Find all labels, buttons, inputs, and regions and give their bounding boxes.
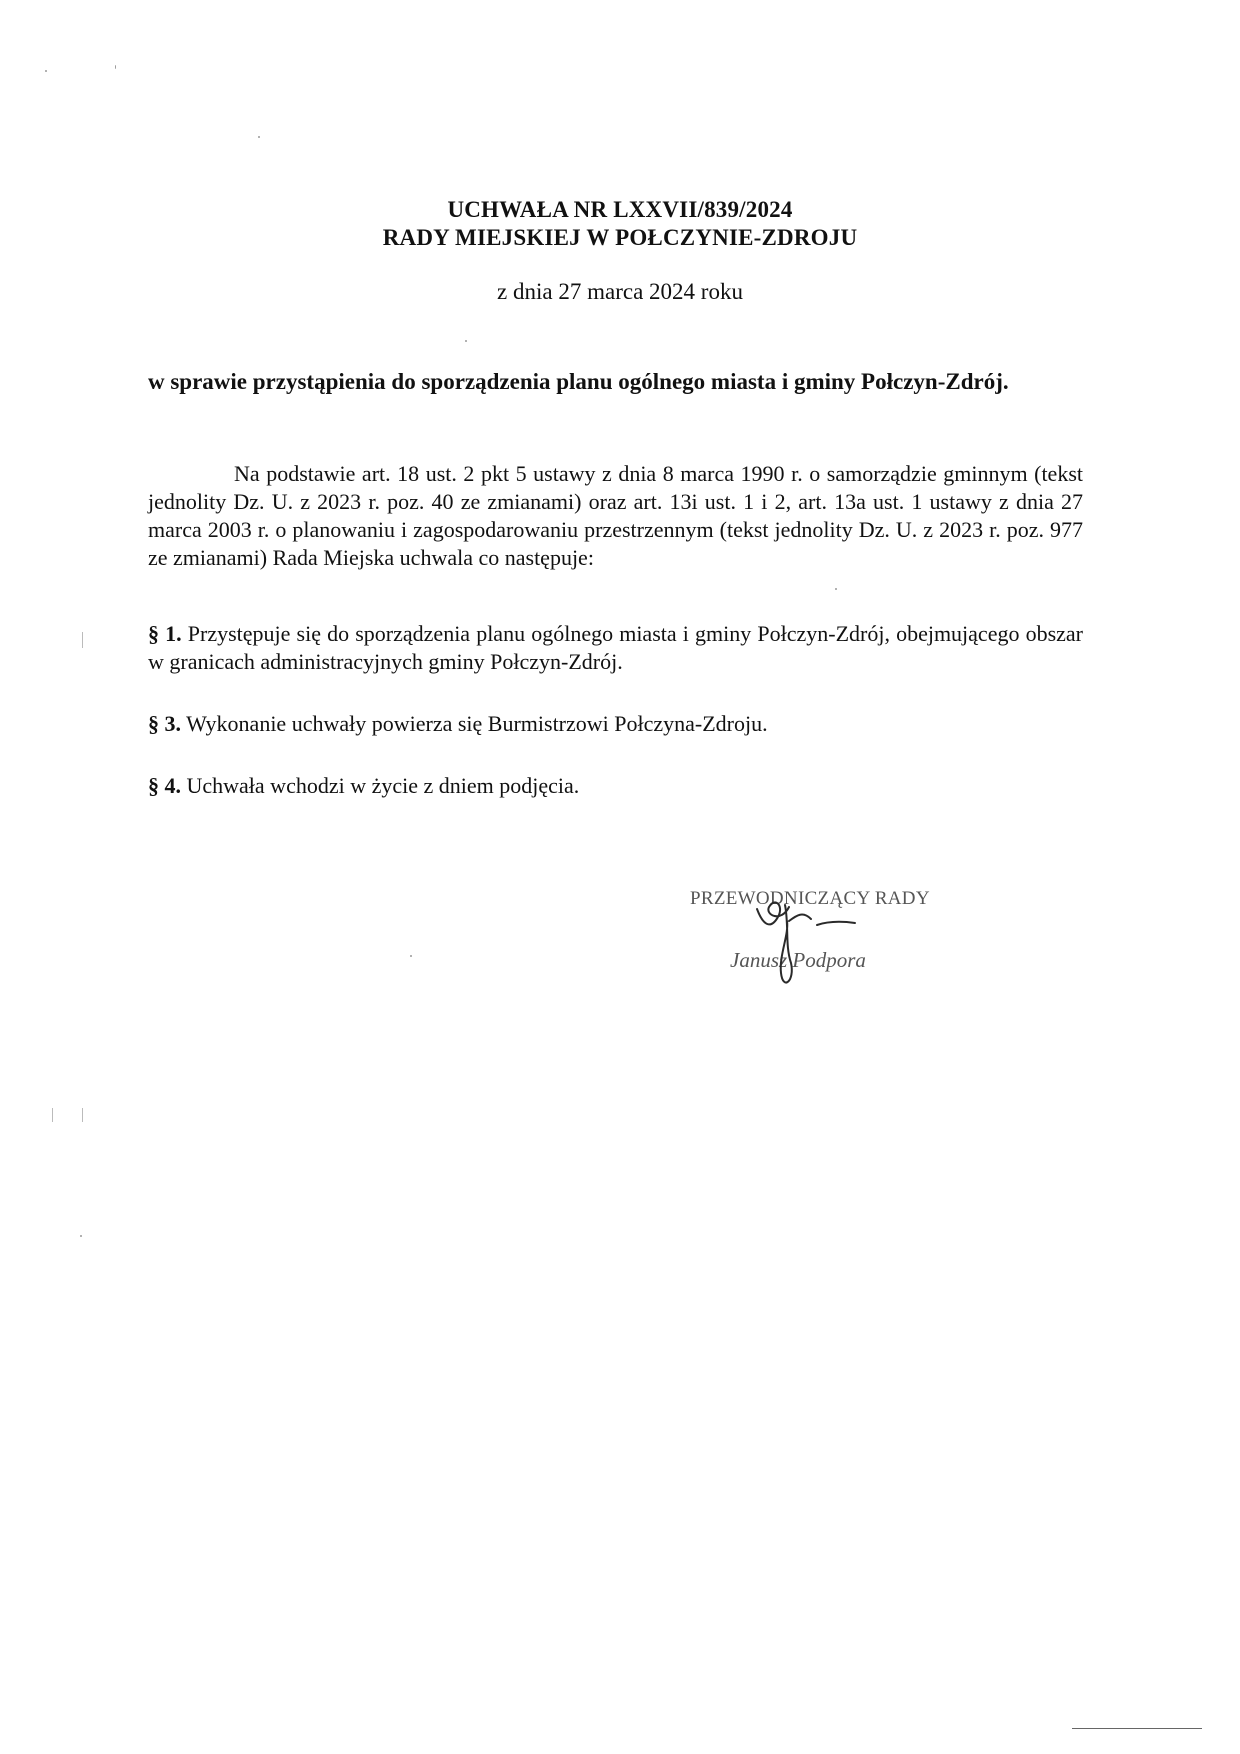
council-name: RADY MIEJSKIEJ W POŁCZYNIE-ZDROJU <box>382 225 858 250</box>
section-4 <box>148 772 1083 800</box>
scan-speck <box>45 70 47 72</box>
section-text: Przystępuje się do sporządzenia planu ogólnego miasta i gminy Połczyn-Zdrój, obejmującego obszar w granicach administracyjnych gminy Połczyn-Zdrój. <box>148 621 1084 674</box>
punch-hole-mark <box>82 1108 83 1122</box>
section-text: Wykonanie uchwały powierza się Burmistrzowi Połczyna-Zdroju. <box>186 711 768 736</box>
handwritten-signature <box>745 885 875 995</box>
punch-hole-mark <box>52 1108 53 1122</box>
section-number: § 1. <box>148 621 182 646</box>
section-number: § 4. <box>148 773 181 798</box>
resolution-date: z dnia 27 marca 2024 roku <box>497 279 743 304</box>
section-number: § 3. <box>148 711 181 736</box>
chairman-stamp-title: PRZEWODNICZĄCY RADY <box>690 888 930 909</box>
footer-rule <box>1072 1728 1202 1729</box>
scan-speck <box>835 588 837 590</box>
punch-hole-mark <box>82 632 83 648</box>
section-1 <box>148 620 1083 676</box>
section-3 <box>148 710 1083 738</box>
scan-speck <box>115 65 116 69</box>
scan-speck <box>410 955 412 957</box>
resolution-number: UCHWAŁA NR LXXVII/839/2024 <box>447 197 793 222</box>
chairman-stamp-name: Janusz Podpora <box>730 948 866 972</box>
resolution-subject: w sprawie przystąpienia do sporządzenia planu ogólnego miasta i gminy Połczyn-Zdrój. <box>148 369 1009 394</box>
scan-speck <box>465 340 467 342</box>
scan-speck <box>258 136 260 138</box>
legal-basis-paragraph: Na podstawie art. 18 ust. 2 pkt 5 ustawy z dnia 8 marca 1990 r. o samorządzie gminnym (tekst jednolity Dz. U. z 2023 r. poz. 40 ze zmianami) oraz art. 13i ust. 1 i 2, art. 13a ust. 1 ustawy z dnia 27 marca 2003 r. o planowaniu i zagospodarowaniu przestrzennym (tekst jednolity Dz. U. z 2023 r. poz. 977 ze zmianami) Rada Miejska uchwala co następuje: <box>148 461 1083 570</box>
scan-speck <box>80 1235 82 1237</box>
section-text: Uchwała wchodzi w życie z dniem podjęcia. <box>186 773 580 798</box>
